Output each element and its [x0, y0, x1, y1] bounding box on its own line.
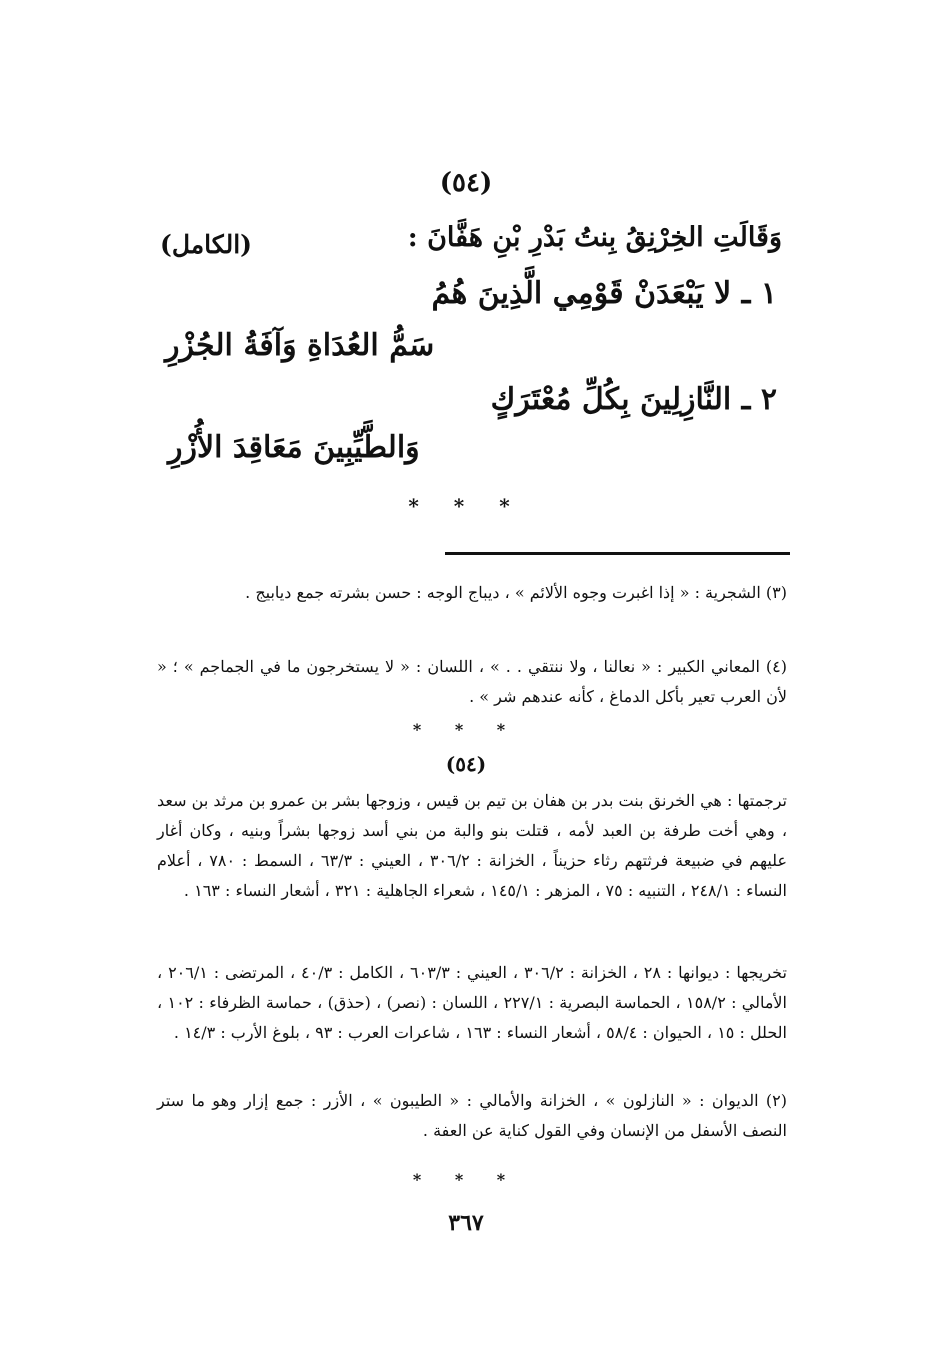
- biography-paragraph: ترجمتها : هي الخرنق بنت بدر بن هفان بن تيم بن قيس ، وزوجها بشر بن عمرو بن مرثد بن سعد ، وهي أخت طرفة بن العبد لأمه ، قتلت بنو والبة من بني أسد زوجها بشراً وبنيه ، وكان أغار عليهم في ضبيعة فرثتهم رثاء حزيناً ، الخزانة : ٣٠٦/٢ ، العيني : ٦٣/٣ ، السمط : ٧٨٠ ، أعلام النساء : ٢٤٨/١ ، التنبيه : ٧٥ ، المزهر : ١٤٥/١ ، شعراء الجاهلية : ٣٢١ ، أشعار النساء : ١٦٣ .: [157, 791, 788, 900]
- notes-section-number: (٥٤): [445, 752, 487, 776]
- poem-intro: وَقَالَتِ الخِرْنِقُ بِنتُ بَدْرِ بْنِ هَفَّانَ :: [407, 222, 782, 253]
- verse-2-first-hemistich: ٢ ـ النَّازِلِينَ بِكُلِّ مُعْتَرَكٍ: [490, 382, 777, 417]
- separator-stars: * * *: [408, 494, 524, 518]
- takhrij-paragraph: تخريجها : ديوانها : ٢٨ ، الخزانة : ٣٠٦/٢ ، العيني : ٦٠٣/٣ ، الكامل : ٤٠/٣ ، المرتضى : ٢٠٦/١ ، الأمالي : ١٥٨/٢ ، الحماسة البصرية : ٢٢٧/١ ، اللسان : (نصر) ، (حذق) ، حماسة الظرفاء : ١٠٢ ، الحلل : ١٥ ، الحيوان : ٥٨/٤ ، أشعار النساء : ١٦٣ ، شاعرات العرب : ٩٣ ، بلوغ الأرب : ١٤/٣ .: [157, 963, 788, 1042]
- footnote-3: (٣) الشجرية : « إذا اغبرت وجوه الألائم » ، ديباج الوجه : حسن بشرته جمع ديابيج .: [245, 583, 787, 602]
- verse-2-second-hemistich: وَالطَّيِّبِينَ مَعَاقِدَ الأُزْرِ: [168, 430, 420, 465]
- page-number: ٣٦٧: [448, 1210, 484, 1236]
- note-2-paragraph: (٢) الديوان : « النازلون » ، الخزانة والأمالي : « الطيبون » ، الأزر : جمع إزار وهو ما ستر النصف الأسفل من الإنسان وفي القول كناية عن العفة .: [157, 1091, 787, 1140]
- poem-number: (٥٤): [439, 168, 493, 198]
- separator-stars-3: * * *: [412, 1170, 520, 1189]
- footnote-rule: [445, 552, 790, 555]
- verse-1-second-hemistich: سَمُّ العُدَاةِ وَآفَةُ الجُزْرِ: [165, 328, 435, 363]
- footnote-4: (٤) المعاني الكبير : « نعالنا ، ولا ننتقي . . » ، اللسان : « لا يستخرجون ما في الجماجم » ؛ « لأن العرب تعير بأكل الدماغ ، كأنه عندهم شر » .: [157, 657, 787, 706]
- verse-1-first-hemistich: ١ ـ لا يَبْعَدَنْ قَوْمِي الَّذِينَ هُمُ: [431, 276, 777, 311]
- poem-meter: (الكامل): [160, 230, 252, 259]
- separator-stars-2: * * *: [412, 720, 520, 739]
